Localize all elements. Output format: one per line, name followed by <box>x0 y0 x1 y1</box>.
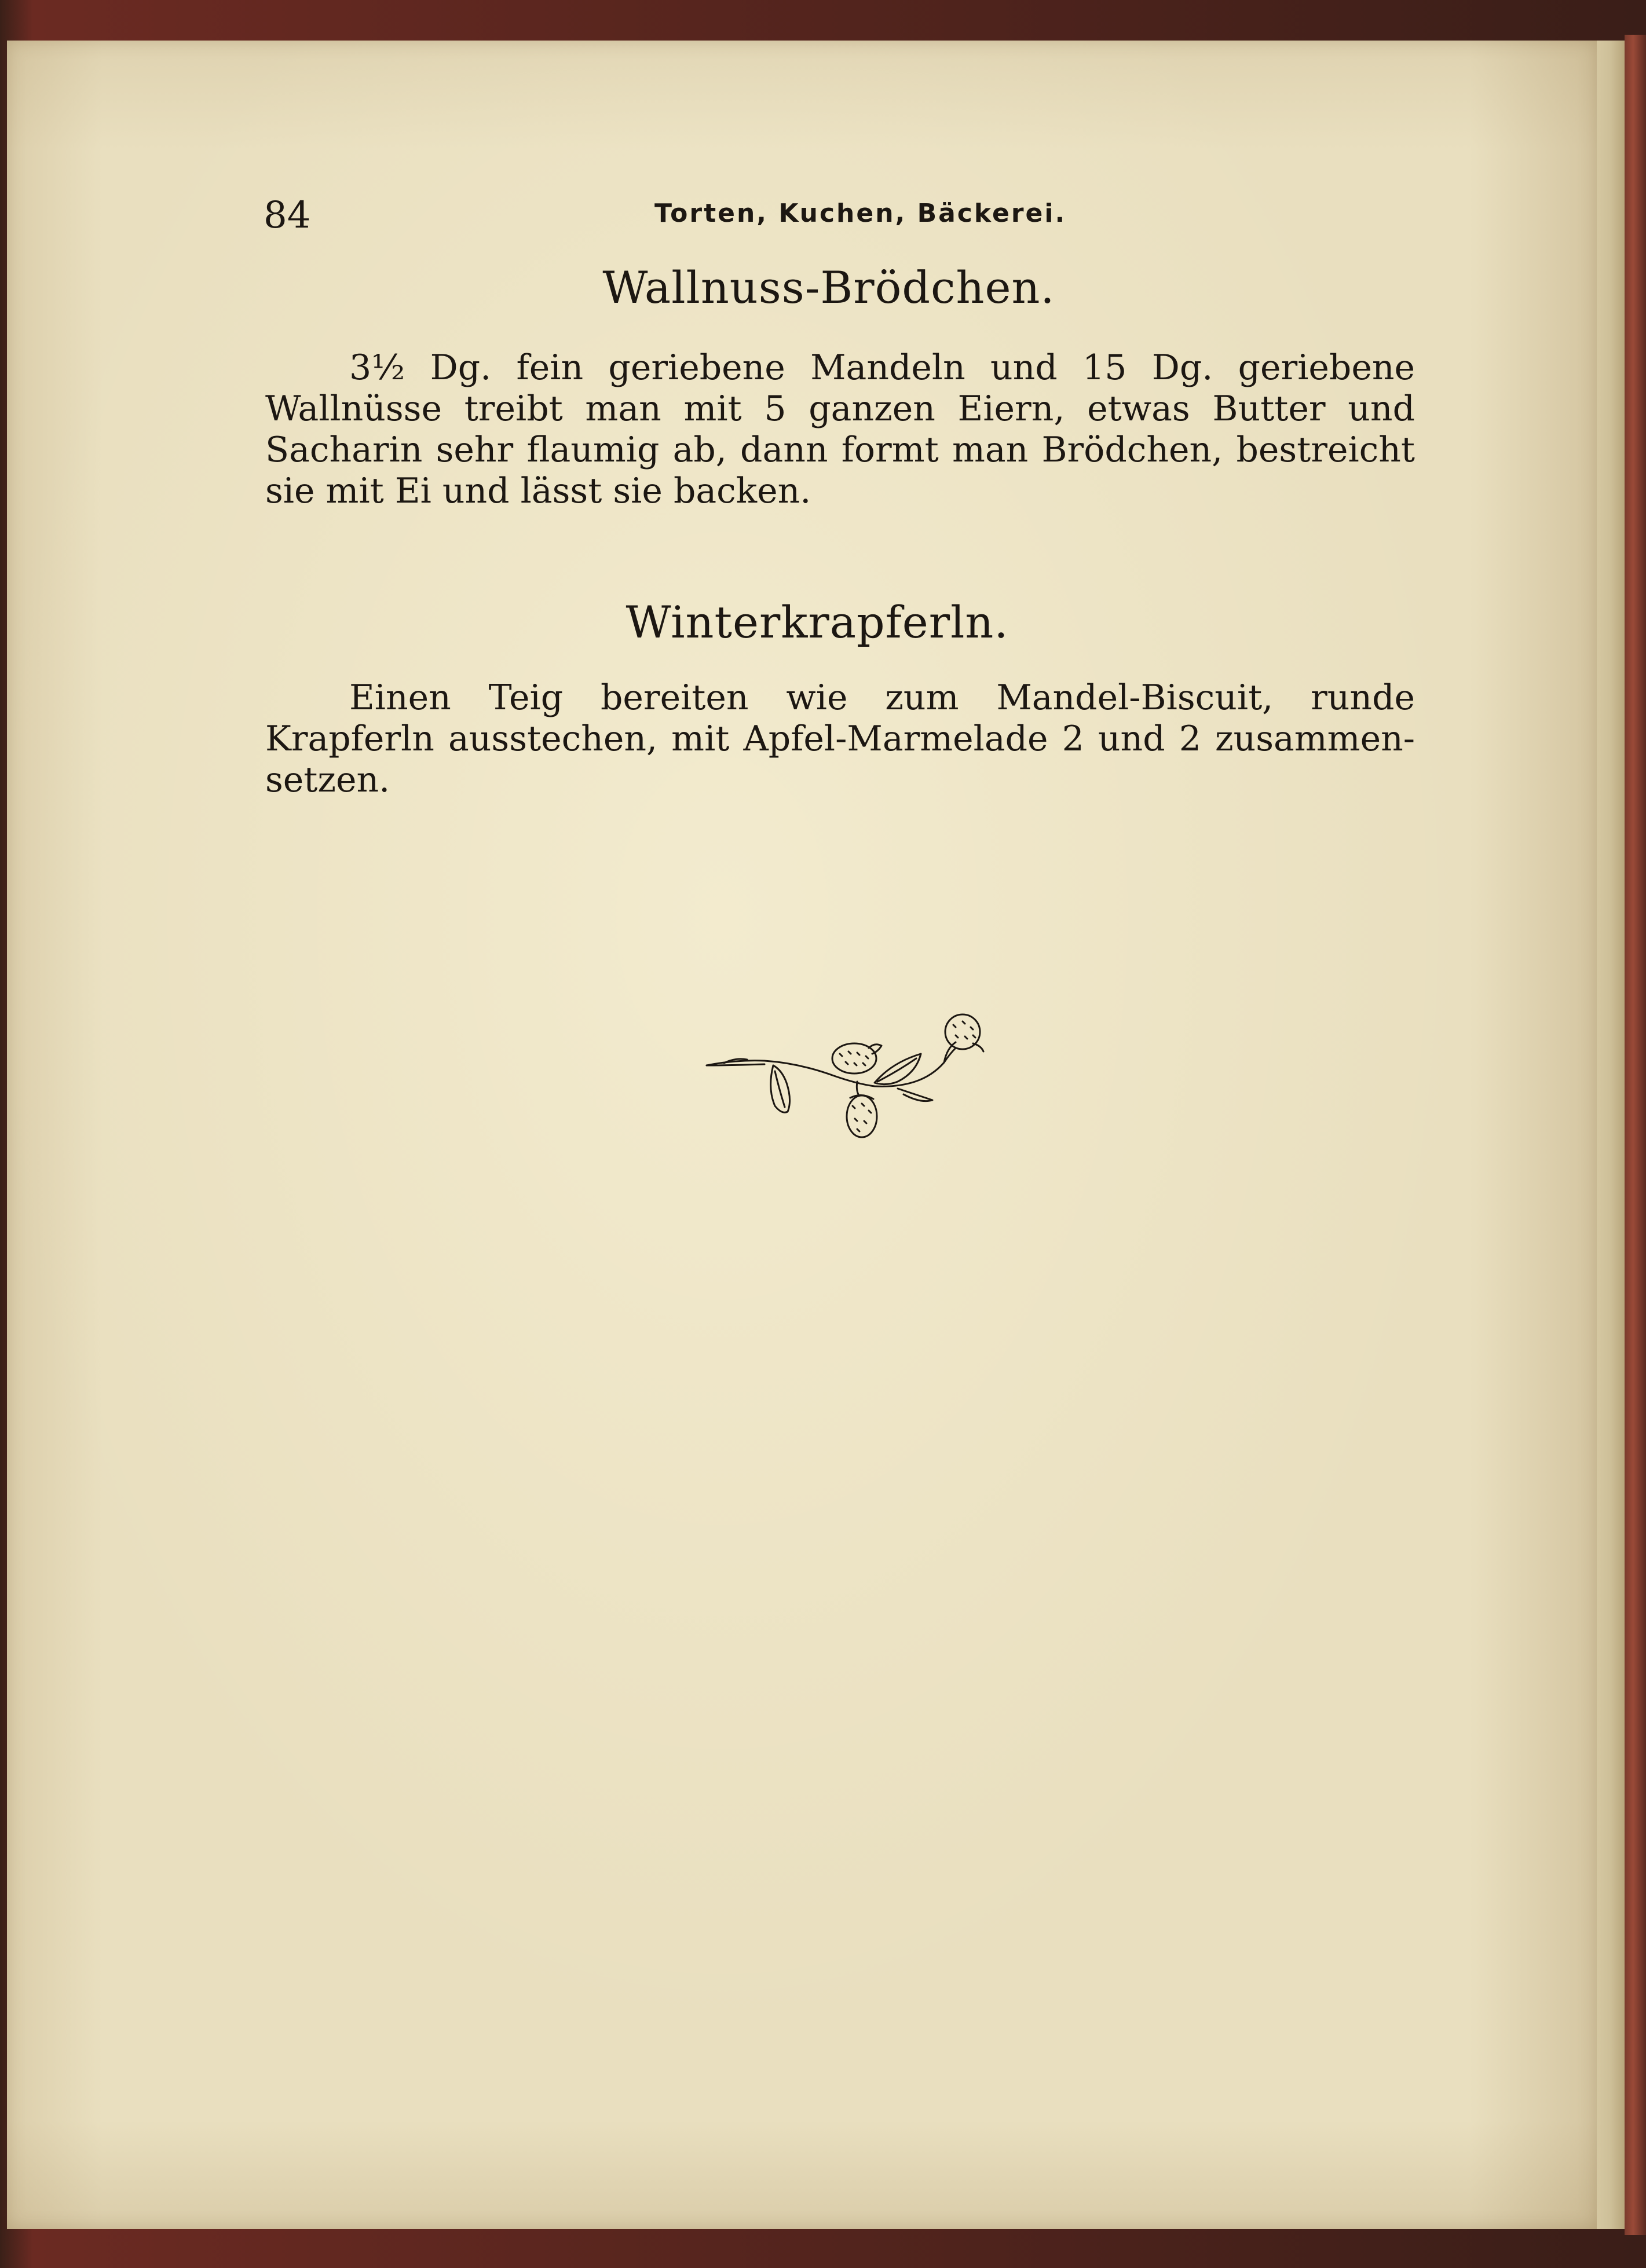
strawberry-vine-icon <box>701 1007 1002 1158</box>
text-line: 3½ Dg. fein geriebene Mandeln und 15 Dg. geriebene <box>349 347 1415 388</box>
text-line: Wallnüsse treibt man mit 5 ganzen Eiern, etwas Butter und <box>265 389 1415 429</box>
text-line: Sacharin sehr flaumig ab, dann formt man Brödchen, bestreicht <box>265 430 1415 470</box>
text-line: setzen. <box>265 760 390 800</box>
text-line: Einen Teig bereiten wie zum Mandel-Biscuit, runde <box>349 677 1415 718</box>
recipe-text-winterkrapferln <box>265 677 1415 801</box>
page-number: 84 <box>264 194 311 237</box>
recipe-title-winterkrapferln: Winterkrapferln. <box>626 596 1009 648</box>
text-line: Krapferln ausstechen, mit Apfel-Marmelade 2 und 2 zusammen- <box>265 719 1415 759</box>
running-head <box>264 194 1416 240</box>
text-line: sie mit Ei und lässt sie backen. <box>265 471 811 511</box>
running-head-title: Torten, Kuchen, Bäckerei. <box>654 199 1067 228</box>
recipe-text-wallnuss <box>265 347 1415 512</box>
recipe-title-wallnuss: Wallnuss-Brödchen. <box>602 262 1055 313</box>
binding-edge <box>1625 35 1646 2235</box>
